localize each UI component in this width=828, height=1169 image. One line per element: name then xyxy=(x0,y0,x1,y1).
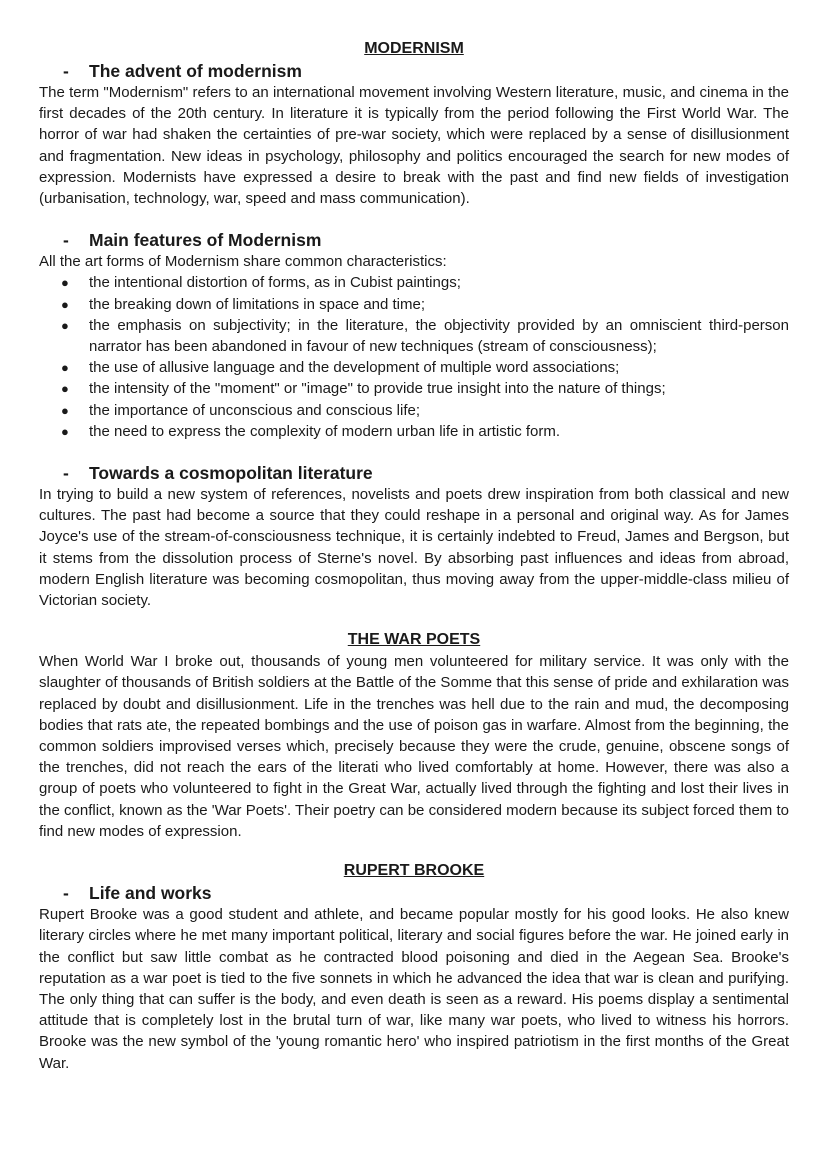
life-paragraph: Rupert Brooke was a good student and athlete, and became popular mostly for his good looks. He also knew literary circles where he met many important political, literary and social figures before the war. He joined early in the conflict but saw little combat as he contracted blood poisoning and died in the Aegean Sea. Brooke's reputation as a war poet is tied to the five sonnets in which he advanced the idea that war is clean and purifying. The only thing that can suffer is the body, and even death is seen as a reward. His poems display a sentimental attitude that is completely lost in the brutal turn of war, like many war poets, who lived to witness his horrors. Brooke was the new symbol of the 'young romantic hero' who inspired patriotism in the first months of the Great War. xyxy=(39,906,789,1072)
bullet-icon: ● xyxy=(61,423,69,439)
bullet-icon: ● xyxy=(61,381,69,397)
bullet-icon: ● xyxy=(61,360,69,376)
list-item: ● the emphasis on subjectivity; in the literature, the objectivity provided by an omniscient third-person narrator has been abandoned in favour of new techniques (stream of consciousness); xyxy=(61,316,789,356)
bullet-icon: ● xyxy=(61,296,69,312)
list-item: ● the use of allusive language and the development of multiple word associations; xyxy=(39,357,789,378)
features-intro: All the art forms of Modernism share common characteristics: xyxy=(39,253,447,271)
features-heading-text: Main features of Modernism xyxy=(89,230,322,251)
heading-dash: - xyxy=(63,61,69,81)
list-item: ● the intensity of the "moment" or "image" to provide true insight into the nature of things; xyxy=(39,378,789,399)
advent-heading xyxy=(39,60,789,82)
war-poets-paragraph: When World War I broke out, thousands of young men volunteered for military service. It was only with the slaughter of thousands of British soldiers at the Battle of the Somme that this sense of pride and exhilaration was replaced by doubt and disillusionment. Life in the trenches was hell due to the rain and mud, the decomposing bodies that rats ate, the repeated bombings and the use of poison gas in warfare. Almost from the beginning, the common soldiers improvised verses which, precisely because they were the crude, genuine, obscene songs of the trenches, did not reach the ears of the literati who lived comfortably at home. However, there was also a group of poets who volunteered to fight in the Great War, actually lived through the fighting and lost their lives in the conflict, known as the 'War Poets'. Their poetry can be considered modern because its subject forced them to find new modes of expression. xyxy=(39,653,789,840)
document-page xyxy=(39,38,789,1074)
cosmopolitan-heading xyxy=(39,462,789,484)
list-item: ● the breaking down of limitations in space and time; xyxy=(39,294,789,315)
modernism-title: MODERNISM xyxy=(364,40,464,57)
bullet-icon: ● xyxy=(61,402,69,418)
bullet-icon: ● xyxy=(61,317,69,333)
cosmopolitan-heading-text: Towards a cosmopolitan literature xyxy=(89,463,373,484)
advent-heading-text: The advent of modernism xyxy=(89,61,302,81)
list-item: ● the intentional distortion of forms, as in Cubist paintings; xyxy=(39,272,789,293)
cosmopolitan-paragraph: In trying to build a new system of references, novelists and poets drew inspiration from both classical and new cultures. The past had become a source that they could reshape in a personal and original way. As for James Joyce's use of the stream-of-consciousness technique, it is certainly indebted to Freud, James and Bergson, but it stems from the dissolution process of Sterne's novel. By absorbing past influences and ideas from abroad, modern English literature was becoming cosmopolitan, thus moving away from the upper-middle-class milieu of Victorian society. xyxy=(39,486,789,610)
features-list xyxy=(39,272,789,442)
advent-paragraph: The term "Modernism" refers to an international movement involving Western literature, music, and cinema in the first decades of the 20th century. In literature it is typically from the period following the First World War. The horror of war had shaken the certainties of pre-war society, which were replaced by a sense of disillusionment and fragmentation. New ideas in psychology, philosophy and politics encouraged the search for new modes of expression. Modernists have expressed a desire to break with the past and find new fields of investigation (urbanisation, technology, war, speed and mass communication). xyxy=(39,84,789,208)
heading-dash: - xyxy=(63,883,69,904)
list-item: ● the importance of unconscious and conscious life; xyxy=(39,400,789,421)
list-item: ● the need to express the complexity of modern urban life in artistic form. xyxy=(39,421,789,442)
heading-dash: - xyxy=(63,230,69,251)
rupert-brooke-title: RUPERT BROOKE xyxy=(343,862,485,880)
war-poets-title: THE WAR POETS xyxy=(347,631,481,649)
features-heading xyxy=(39,229,789,251)
life-heading xyxy=(39,882,789,904)
heading-dash: - xyxy=(63,463,69,484)
bullet-icon: ● xyxy=(61,275,69,291)
life-heading-text: Life and works xyxy=(89,883,212,904)
